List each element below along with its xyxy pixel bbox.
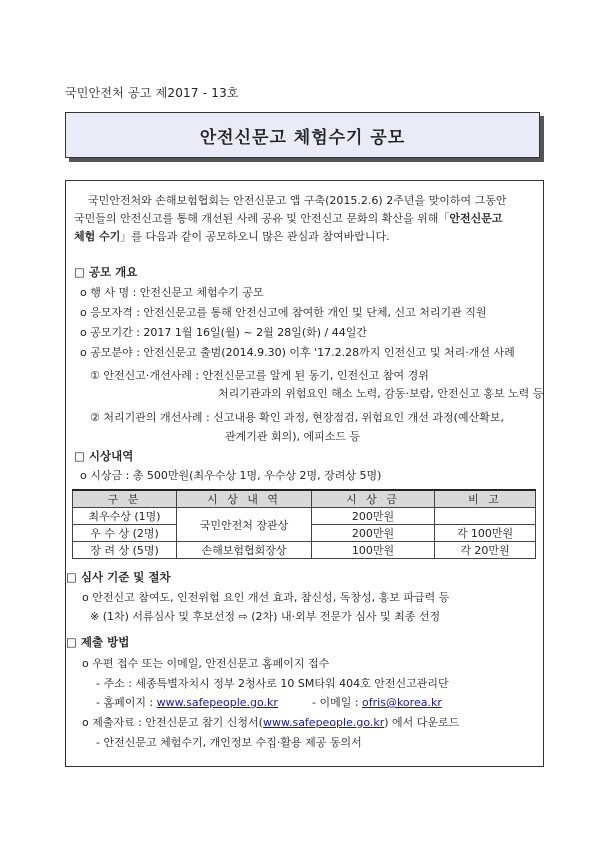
col-detail: 시 상 내 역: [177, 490, 312, 508]
overview-item-eligibility: o 응모자격 : 안전신문고를 통해 안전신고에 참여한 개인 및 단체, 신고 처리기관 직원: [80, 306, 487, 319]
overview-item-period: o 공모기간 : 2017 1월 16일(월) ~ 2월 28일(화) / 44일간: [80, 326, 367, 339]
col-note: 비 고: [435, 490, 536, 508]
cell-note: [435, 508, 536, 525]
submission-heading: □ 제출 방법: [66, 635, 130, 649]
table-row: [73, 508, 536, 525]
page-title: 안전신문고 체험수기 공모: [199, 127, 406, 148]
submission-email: [312, 694, 442, 710]
overview-heading: □ 공모 개요: [74, 265, 138, 279]
submission-item-docs: - 안전신문고 체험수기, 개인정보 수집·활용 제공 동의서: [96, 736, 362, 749]
intro-line1: 국민안전처와 손해보험협회는 안전신문고 앱 구축(2015.2.6) 2주년을 맞이하여 그동안: [88, 194, 507, 207]
form-link[interactable]: www.safepeople.go.kr: [262, 716, 385, 729]
intro-highlight2: 체험 수기: [74, 230, 121, 243]
submission-contacts: [96, 694, 278, 710]
form-text-b: ) 에서 다운로드: [384, 716, 460, 729]
submission-address: - 주소 : 세종특별자치시 정부 2청사로 10 SM타워 404호 안전신고관리단: [96, 677, 449, 690]
criteria-procedure: ※ (1차) 서류심사 및 후보선정 ⇨ (2차) 내·외부 전문가 심사 및 최종 선정: [90, 610, 441, 623]
overview-sub1-line1: ① 안전신고·개선사례 : 안전신문고를 알게 된 동기, 인전신고 참여 경위: [90, 369, 429, 382]
form-text-a: o 제출자료 : 안전신문고 참기 신청서(: [82, 716, 263, 729]
criteria-heading: □ 심사 기준 및 절차: [66, 570, 171, 584]
col-amount: 시 상 금: [312, 490, 435, 508]
overview-sub2-line1: ② 처리기관의 개선사례 : 신고내용 확인 과정, 현장점검, 위험요인 개선 과정(예산확보,: [90, 411, 504, 424]
title-box: [65, 112, 540, 158]
intro-line3: 」를 다음과 같이 공모하오니 많은 관심과 참여바랍니다.: [120, 230, 390, 243]
cell-note: 각 20만원: [435, 542, 536, 559]
cell-amount: 200만원: [312, 525, 435, 542]
table-header-row: [73, 490, 536, 508]
criteria-item: o 안전신고 참여도, 인전위험 요인 개선 효과, 참신성, 독창성, 홍보 파급력 등: [82, 591, 450, 604]
intro-paragraph: [74, 192, 536, 246]
email-link[interactable]: ofris@korea.kr: [362, 696, 442, 709]
homepage-label: - 홈페이지 :: [96, 696, 157, 709]
cell-amount: 200만원: [312, 508, 435, 525]
table-row: [73, 542, 536, 559]
notice-number: 국민안전처 공고 제2017 - 13호: [65, 86, 239, 100]
awards-heading: □ 시상내역: [74, 449, 134, 463]
awards-summary: o 시상금 : 총 500만원(최우수상 1명, 우수상 2명, 장려상 5명): [80, 469, 382, 482]
overview-sub2-line2: 관계기관 회의), 에피소드 등: [225, 430, 361, 443]
cell-detail: 국민안전처 장관상: [177, 508, 312, 542]
email-label: - 이메일 :: [312, 696, 363, 709]
cell-grade: 최우수상 (1명): [73, 508, 177, 525]
overview-item-field: o 공모분야 : 안전신문고 출범(2014.9.30) 이후 '17.2.28까지 인전신고 및 처리·개선 사례: [80, 346, 515, 359]
intro-line2: 국민들의 안전신고를 통해 개선된 사례 공유 및 안전신고 문화의 확산을 위해「: [74, 212, 450, 225]
submission-item-method: o 우편 접수 또는 이메일, 안전신문고 홈페이지 접수: [82, 657, 330, 670]
cell-note: 각 100만원: [435, 525, 536, 542]
cell-grade: 장 려 상 (5명): [73, 542, 177, 559]
homepage-link[interactable]: www.safepeople.go.kr: [156, 696, 278, 709]
overview-sub1-line2: 처리기관과의 위험요인 해소 노력, 감동·보람, 안전신고 홍보 노력 등: [218, 387, 544, 400]
cell-detail: 손해보험협회장상: [177, 542, 312, 559]
overview-item-name: o 행 사 명 : 안전신문고 체험수기 공모: [80, 286, 264, 299]
cell-amount: 100만원: [312, 542, 435, 559]
cell-grade: 우 수 상 (2명): [73, 525, 177, 542]
col-grade: 구 분: [73, 490, 177, 508]
intro-highlight1: 안전신문고: [449, 212, 503, 225]
submission-item-form: [82, 714, 459, 730]
awards-table: [72, 489, 536, 559]
